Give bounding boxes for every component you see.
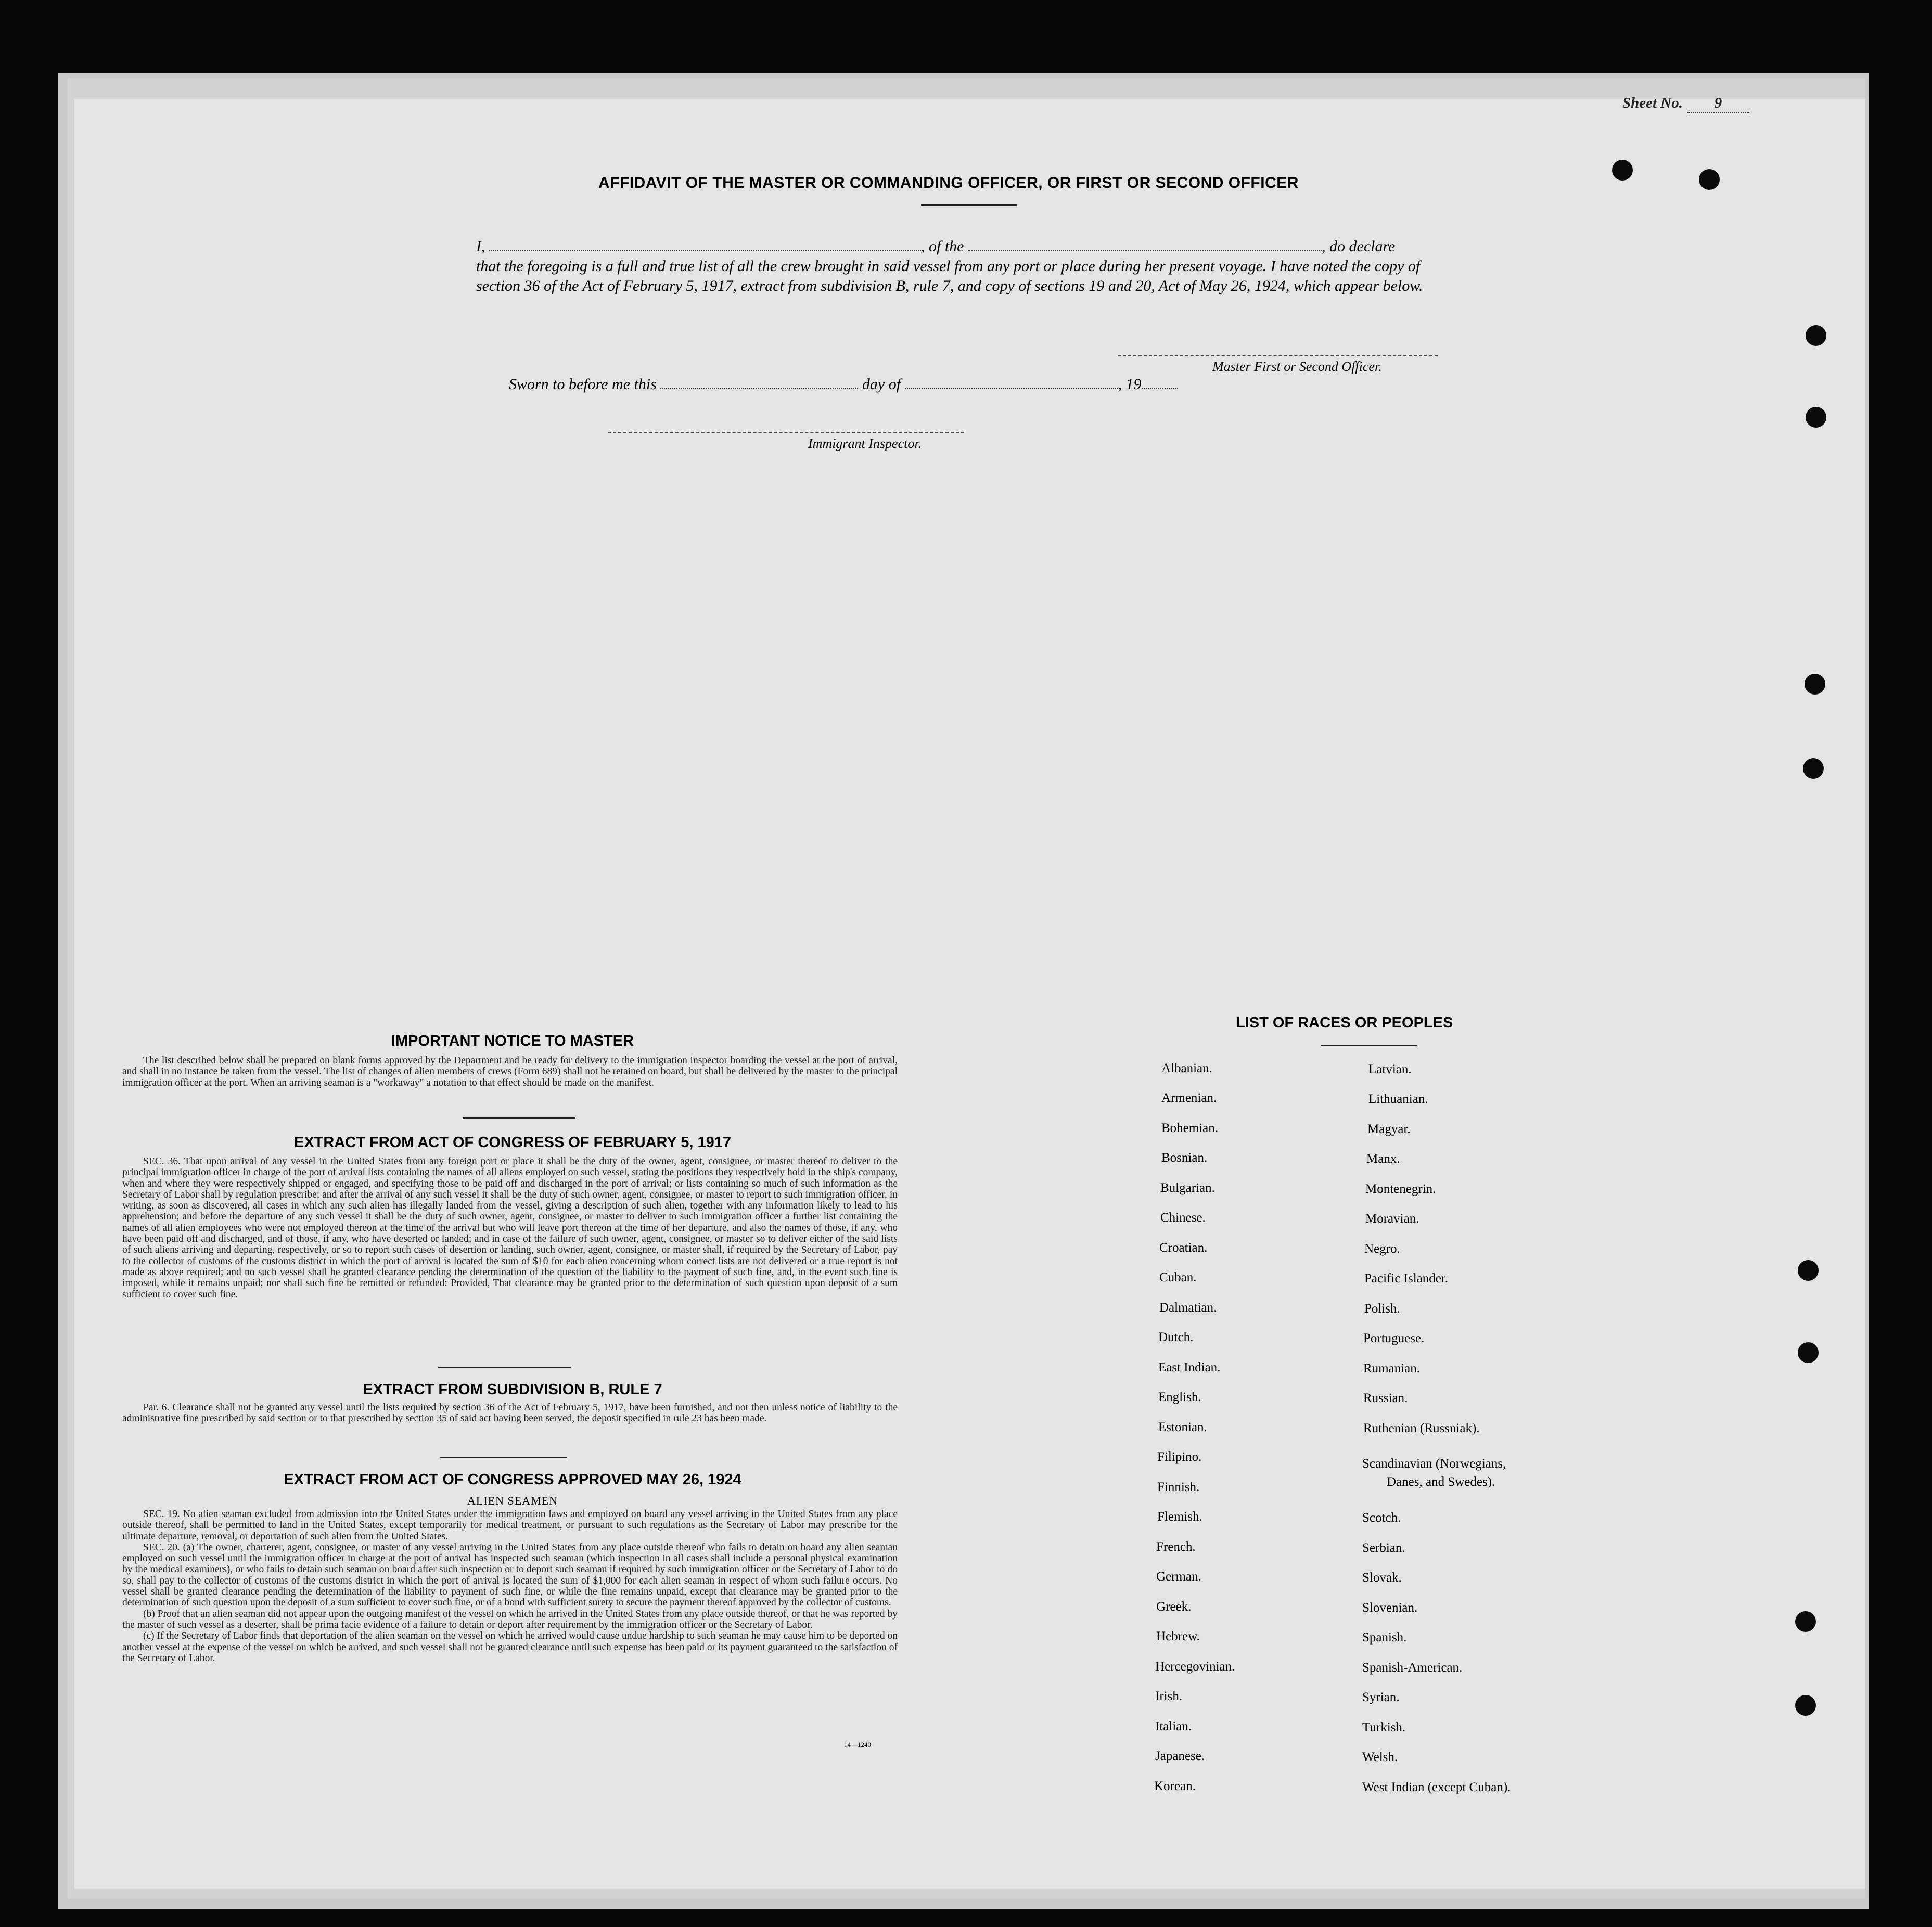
punch-hole (1795, 1695, 1816, 1716)
race-item: Montenegrin. (1365, 1182, 1436, 1196)
sworn-prefix: Sworn to before me this (509, 376, 657, 393)
race-item: Croatian. (1159, 1241, 1208, 1255)
punch-hole (1803, 758, 1824, 779)
punch-hole (1795, 1611, 1816, 1632)
race-item: Filipino. (1157, 1450, 1202, 1464)
race-item: Dutch. (1158, 1330, 1194, 1344)
sworn-year-blank[interactable] (1142, 377, 1178, 389)
race-item: Albanian. (1161, 1061, 1212, 1075)
race-item: Estonian. (1158, 1420, 1207, 1434)
inspector-signature-line[interactable] (608, 432, 964, 433)
race-item: West Indian (except Cuban). (1362, 1780, 1511, 1794)
inspector-signature-label: Immigrant Inspector. (808, 436, 922, 451)
race-item: Flemish. (1157, 1510, 1202, 1524)
race-item: Lithuanian. (1368, 1092, 1428, 1106)
races-title: LIST OF RACES OR PEOPLES (1236, 1014, 1453, 1031)
sheet-number-label: Sheet No. (1622, 95, 1683, 111)
race-item: Hercegovinian. (1155, 1660, 1235, 1674)
race-item: Syrian. (1362, 1690, 1400, 1704)
race-item: Slovenian. (1362, 1601, 1418, 1615)
race-item: Pacific Islander. (1364, 1271, 1449, 1286)
races-title-rule (1321, 1045, 1417, 1046)
affidavit-title-rule (921, 204, 1017, 206)
sworn-year-label: , 19 (1118, 376, 1142, 393)
extract-1917-text (122, 1156, 898, 1300)
affidavit-declare: , do declare (1322, 238, 1396, 255)
race-item: German. (1156, 1570, 1201, 1584)
extract-1924-text (122, 1509, 898, 1664)
section-rule (463, 1117, 575, 1119)
punch-hole (1798, 1260, 1819, 1281)
race-item: English. (1158, 1390, 1201, 1404)
race-item: Danes, and Swedes). (1387, 1475, 1495, 1489)
race-item: Ruthenian (Russniak). (1363, 1421, 1480, 1435)
punch-hole (1699, 169, 1720, 190)
race-item: Scandinavian (Norwegians, (1362, 1457, 1506, 1471)
affidavit-declaration (476, 237, 1465, 296)
race-item: Chinese. (1160, 1211, 1206, 1225)
race-item: Scotch. (1362, 1511, 1401, 1525)
sworn-month-blank[interactable] (905, 377, 1118, 389)
race-item: Portuguese. (1363, 1331, 1425, 1345)
section-rule (440, 1457, 567, 1458)
extract-rule7-text (122, 1402, 898, 1424)
race-item: Negro. (1364, 1242, 1400, 1256)
race-item: Turkish. (1362, 1720, 1406, 1735)
race-item: Polish. (1364, 1302, 1400, 1316)
notice-text (122, 1055, 898, 1088)
name-blank[interactable] (489, 239, 921, 251)
race-item: Cuban. (1159, 1270, 1197, 1284)
race-item: Dalmatian. (1159, 1301, 1217, 1315)
sheet-number (1622, 95, 1749, 113)
section-36-paragraph: SEC. 36. That upon arrival of any vessel in the United States from any foreign port or place it shall be the duty of the owner, agent, consignee, or master thereof to deliver to the principal immigration officer in charge of the port of arrival lists containing the names of all aliens employed on such vessel, stating the positions they respectively hold in the ship's company, when and where they were respectively shipped or engaged, and specifying those to be paid off and discharged in the port of arrival; or lists containing so much of such information as the Secretary of Labor shall by regulation prescribe; and after the arrival of any such vessel it shall be the duty of such owner, agent, consignee, or master to report to such immigration officer, in writing, as soon as discovered, all cases in which any such alien has illegally landed from the vessel, giving a description of such alien, together with any information likely to lead to his apprehension; and before the departure of any such vessel it shall be the duty of such owner, agent, consignee, or master to deliver to such immigration officer a further list containing the names of all alien employees who were not employed thereon at the time of the arrival but who will leave port thereon at the time of her departure, and also the names of those, if any, who have been paid off and discharged, and of those, if any, who have deserted or landed; and in case of the failure of such owner, agent, consignee, or master so to deliver either of the said lists of such aliens arriving and departing, respectively, or so to report such cases of desertion or landing, such owner, agent, consignee, or master shall, if required by the Secretary of Labor, pay to the collector of customs of the customs district in which the port of arrival is located the sum of $10 for each alien concerning whom correct lists are not delivered or a true report is not made as above required; and no such vessel shall be granted clearance pending the determination of the question of the liability to the payment of such fine, and, in the event such fine is imposed, while it remains unpaid; nor shall such fine be remitted or refunded: Provided, That clearance may be granted prior to the determination of such question upon deposit of a sum sufficient to cover such fine. (122, 1156, 898, 1300)
vessel-blank[interactable] (968, 239, 1322, 251)
sec-20a-paragraph: SEC. 20. (a) The owner, charterer, agent, consignee, or master of any vessel arriving in the United States from any place outside thereof who fails to detain on board any alien seaman employed on such vessel until the immigration officer in charge at the port of arrival has inspected such seaman (which inspection in all cases shall include a personal physical examination by the medical examiners), or who fails to detain such seaman on board after such inspection or to deport such seaman if required by such immigration officer or the Secretary of Labor to do so, shall pay to the collector of customs of the customs district in which the port of arrival is located the sum of $1,000 for each alien seaman in respect of whom such failure occurs. No vessel shall be granted clearance pending the determination of the liability to payment of such fine, or while the fine remains unpaid, except that clearance may be granted prior to the determination of such question upon the deposit of a sum sufficient to cover such fine, or of a bond with sufficient surety to secure the payment thereof approved by the collector of customs. (122, 1541, 898, 1609)
punch-hole (1806, 407, 1826, 428)
race-item: Rumanian. (1363, 1361, 1421, 1376)
sec-19-paragraph: SEC. 19. No alien seaman excluded from admission into the United States under the immigration laws and employed on board any vessel arriving in the United States from any place outside thereof, shall be permitted to land in the United States, except temporarily for medical treatment, or pursuant to such regulations as the Secretary of Labor may prescribe for the ultimate departure, removal, or deportation of such alien from the United States. (122, 1509, 898, 1542)
race-item: Magyar. (1367, 1122, 1411, 1136)
race-item: East Indian. (1158, 1360, 1221, 1374)
affidavit-of-the: , of the (921, 238, 964, 255)
race-item: Slovak. (1362, 1571, 1402, 1585)
sheet-number-value: 9 (1687, 95, 1749, 113)
sworn-day-blank[interactable] (660, 377, 858, 389)
race-item: Russian. (1363, 1391, 1408, 1405)
extract-1924-title: EXTRACT FROM ACT OF CONGRESS APPROVED MAY 26, 1924 (284, 1471, 741, 1488)
affidavit-title: AFFIDAVIT OF THE MASTER OR COMMANDING OFFICER, OR FIRST OR SECOND OFFICER (598, 174, 1299, 191)
race-item: Bulgarian. (1160, 1181, 1215, 1195)
extract-1917-title: EXTRACT FROM ACT OF CONGRESS OF FEBRUARY 5, 1917 (293, 1134, 732, 1151)
race-item: Serbian. (1362, 1541, 1405, 1555)
alien-seamen-subtitle: ALIEN SEAMEN (467, 1494, 558, 1507)
affidavit-i: I, (476, 238, 485, 255)
race-item: Armenian. (1161, 1091, 1217, 1105)
form-number: 14—1240 (844, 1741, 871, 1749)
affidavit-first-line (476, 237, 1465, 256)
race-item: Bosnian. (1161, 1151, 1208, 1165)
race-item: Italian. (1155, 1719, 1192, 1733)
race-item: Irish. (1155, 1689, 1183, 1703)
affidavit-body: that the foregoing is a full and true list of all the crew brought in said vessel from any port or place during her present voyage. I have noted the copy of section 36 of the Act of February 5, 1917, extract from subdivision B, rule 7, and copy of sections 19 and 20, Act of May 26, 1924, which appear below. (476, 258, 1423, 294)
punch-hole (1798, 1342, 1819, 1363)
race-item: French. (1156, 1540, 1196, 1554)
section-rule (438, 1367, 571, 1368)
master-signature-line[interactable] (1118, 355, 1438, 356)
race-item: Hebrew. (1156, 1629, 1200, 1643)
master-signature-label: Master First or Second Officer. (1212, 359, 1382, 374)
notice-paragraph: The list described below shall be prepared on blank forms approved by the Department and be ready for delivery to the immigration inspector boarding the vessel at the port of arrival, and shall in no instance be taken from the vessel. The list of changes of alien members of crews (Form 689) shall not be retained on board, but shall be delivered by the master to the principal immigration officer at the port. When an arriving seaman is a "workaway" a notation to that effect should be made on the manifest. (122, 1055, 898, 1088)
notice-title: IMPORTANT NOTICE TO MASTER (391, 1033, 634, 1049)
race-item: Latvian. (1368, 1062, 1412, 1076)
sworn-day-label: day of (862, 376, 901, 393)
race-item: Moravian. (1365, 1212, 1419, 1226)
race-item: Spanish. (1362, 1630, 1407, 1645)
race-item: Japanese. (1155, 1749, 1205, 1763)
sec-20b-paragraph: (b) Proof that an alien seaman did not appear upon the outgoing manifest of the vessel on which he arrived in the United States from any place outside thereof, or that he was reported by the master of such vessel as a deserter, shall be prima facie evidence of a failure to detain or deport after requirement by the immigration officer or the Secretary of Labor. (122, 1608, 898, 1630)
punch-hole (1805, 674, 1825, 695)
race-item: Spanish-American. (1362, 1661, 1463, 1675)
race-item: Welsh. (1362, 1750, 1398, 1764)
extract-rule7-title: EXTRACT FROM SUBDIVISION B, RULE 7 (363, 1381, 662, 1398)
punch-hole (1612, 160, 1633, 181)
rule7-paragraph: Par. 6. Clearance shall not be granted any vessel until the lists required by section 36 of the Act of February 5, 1917, have been furnished, and not then unless notice of liability to the administrative fine prescribed by said section or to that prescribed by section 35 of said act having been served, the deposit specified in rule 23 has been made. (122, 1402, 898, 1424)
race-item: Finnish. (1157, 1480, 1200, 1494)
race-item: Bohemian. (1161, 1121, 1219, 1135)
race-item: Greek. (1156, 1600, 1192, 1614)
race-item: Korean. (1154, 1779, 1196, 1793)
race-item: Manx. (1366, 1152, 1400, 1166)
punch-hole (1806, 325, 1826, 346)
sec-20c-paragraph: (c) If the Secretary of Labor finds that deportation of the alien seaman on the vessel on which he arrived would cause undue hardship to such seaman he may cause him to be deported on another vessel at the expense of the vessel on which he arrived, and such vessel shall not be granted clearance until such expense has been paid or its payment guaranteed to the satisfaction of the Secretary of Labor. (122, 1630, 898, 1664)
sworn-line (509, 376, 1178, 393)
